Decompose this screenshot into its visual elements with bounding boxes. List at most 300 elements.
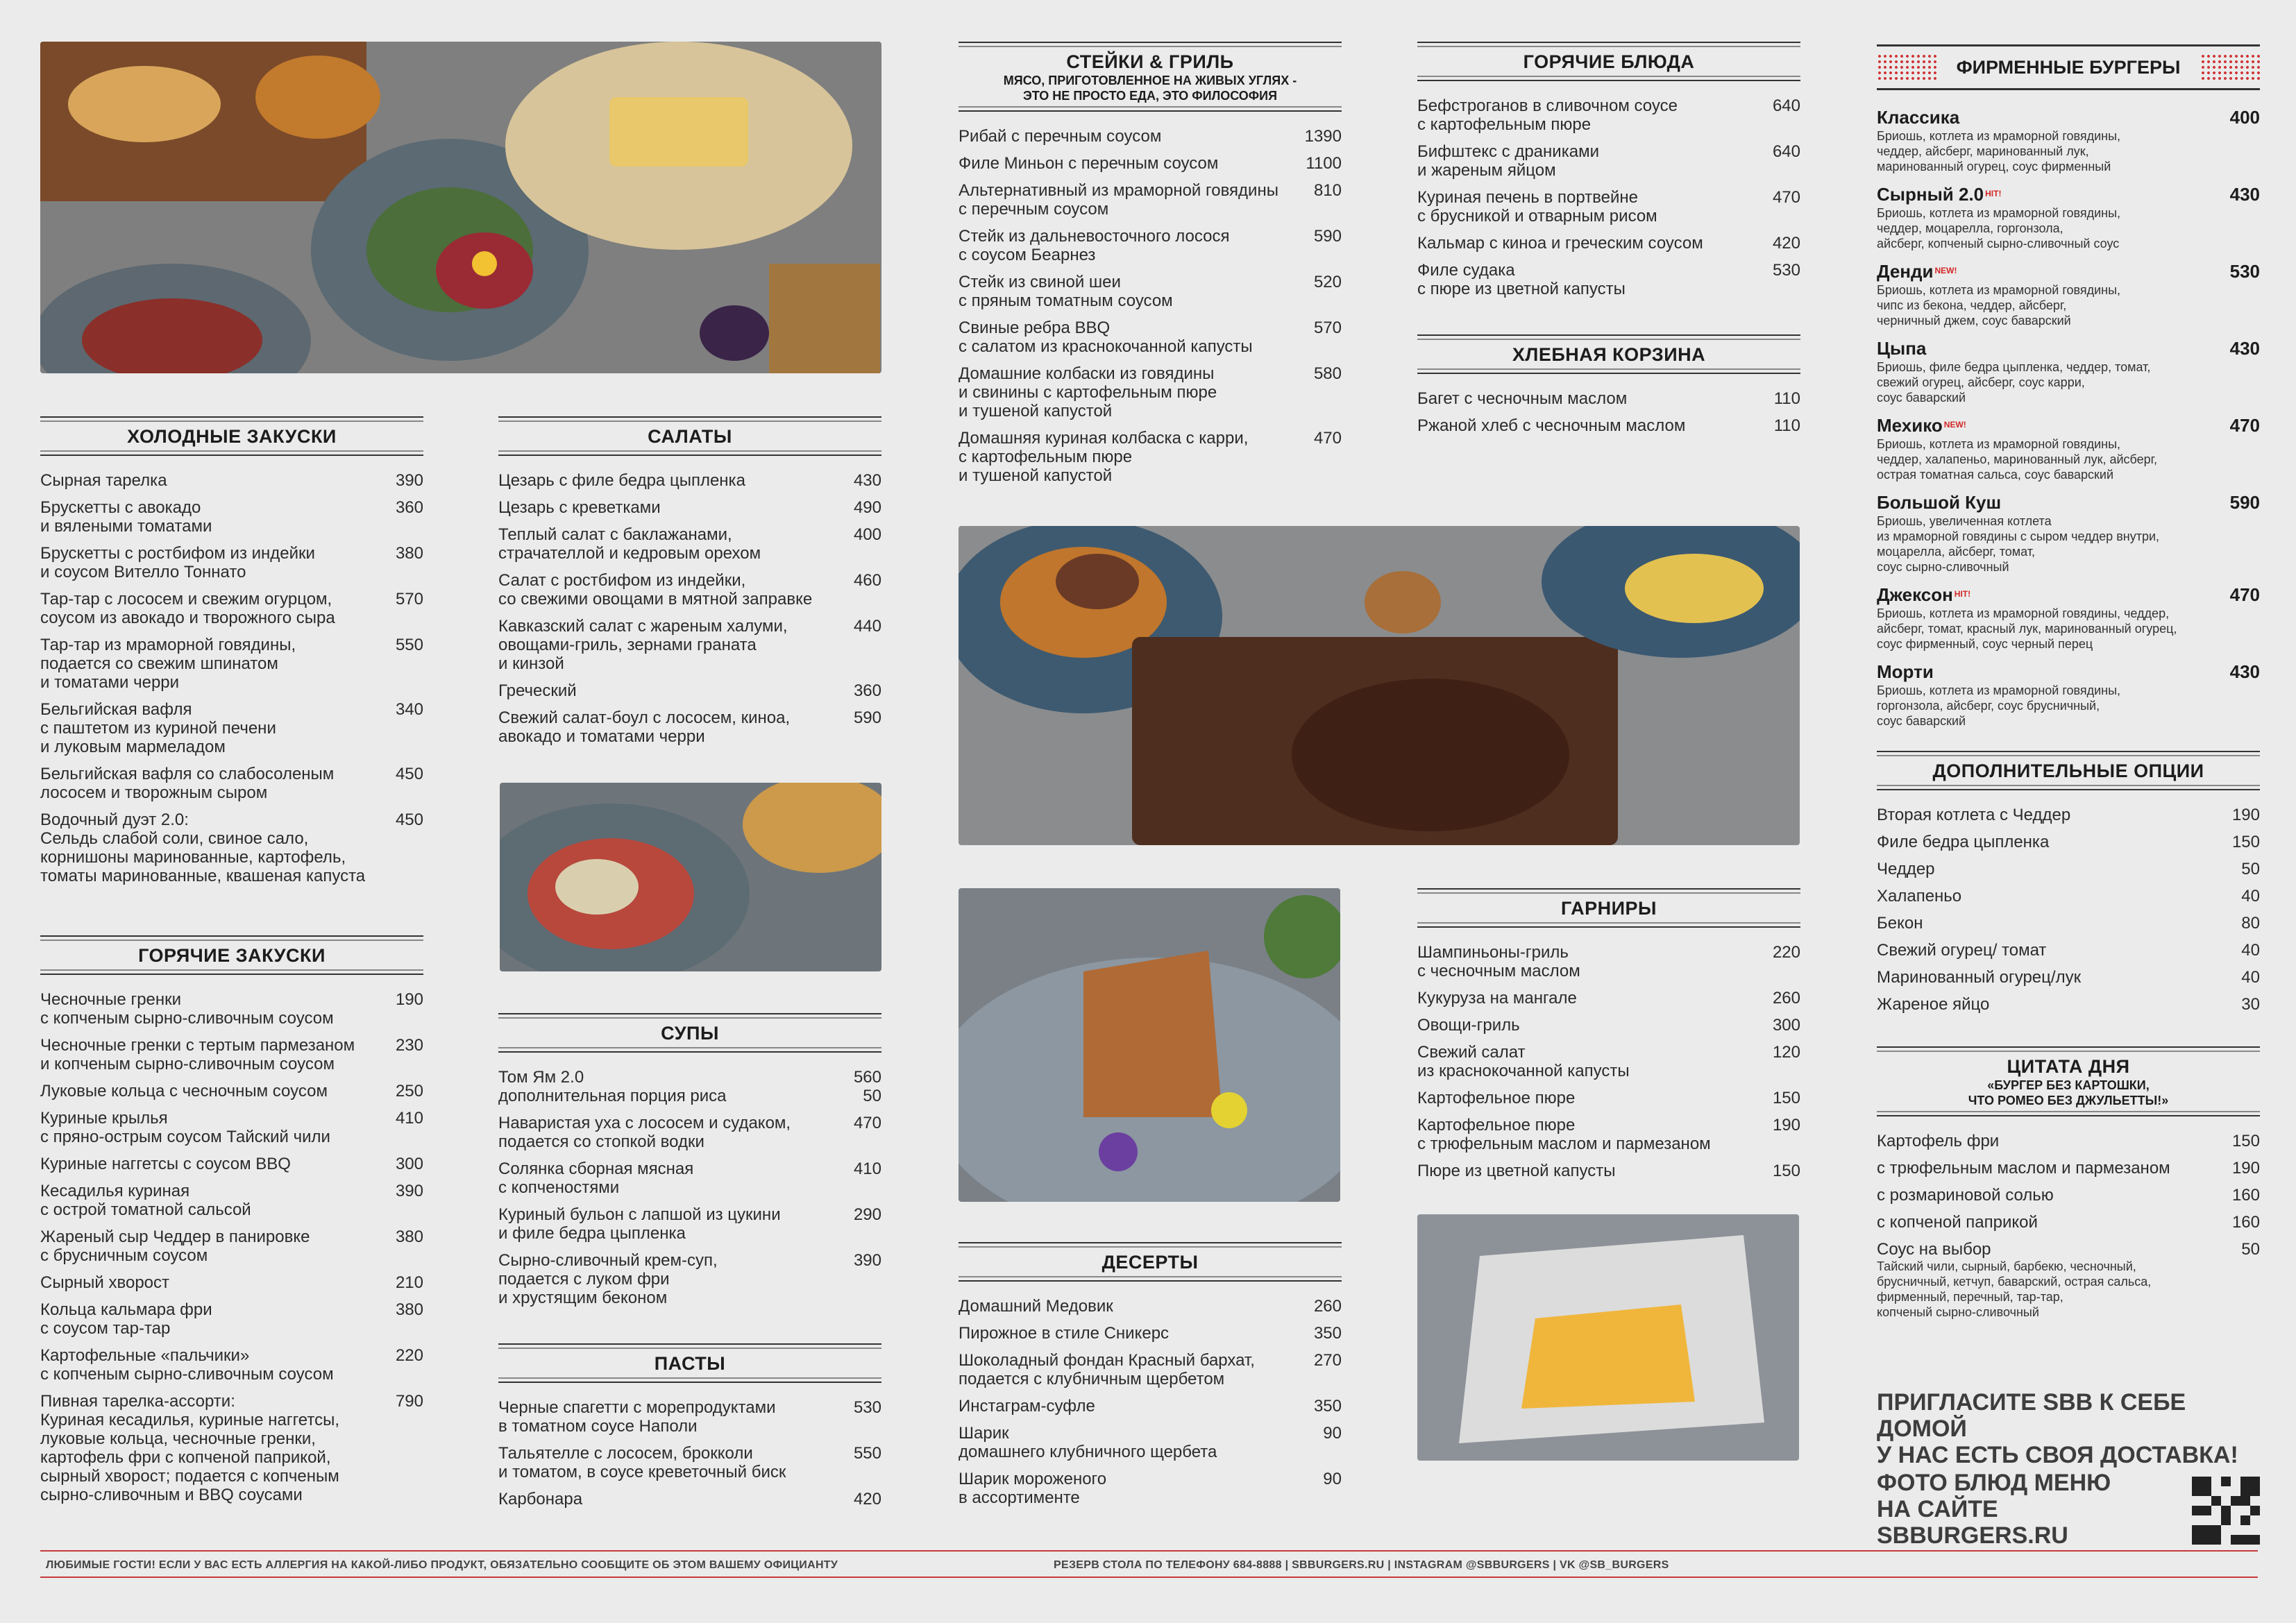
item-name: Картофельное пюре bbox=[1417, 1089, 1576, 1107]
section-title: СУПЫ bbox=[661, 1023, 719, 1044]
menu-item bbox=[1417, 188, 1800, 226]
item-price: 40 bbox=[2241, 968, 2260, 987]
item-price: 420 bbox=[1772, 234, 1800, 253]
allergy-notice: ЛЮБИМЫЕ ГОСТИ! ЕСЛИ У ВАС ЕСТЬ АЛЛЕРГИЯ НА КАКОЙ-ЛИБО ПРОДУКТ, ОБЯЗАТЕЛЬНО СООБЩИТЕ ОБ ЭТОМ ВАШЕМУ ОФИЦИАНТУ bbox=[46, 1559, 838, 1571]
menu-item bbox=[1877, 995, 2260, 1014]
burger-item bbox=[1877, 261, 2260, 328]
item-price: 470 bbox=[853, 1114, 881, 1132]
item-price: 790 bbox=[395, 1392, 423, 1411]
item-name: Водочный дуэт 2.0: Сельдь слабой соли, свиное сало, корнишоны маринованные, картофель, томаты маринованные, квашеная капуста bbox=[40, 810, 366, 885]
item-name: Бельгийская вафля со слабосоленым лососем и творожным сыром bbox=[40, 765, 335, 802]
menu-item bbox=[1877, 1186, 2260, 1205]
item-name: Свежий салат из краснокочанной капусты bbox=[1417, 1043, 1630, 1080]
delivery-promo: ПРИГЛАСИТЕ SBB К СЕБЕ ДОМОЙ У НАС ЕСТЬ СВОЯ ДОСТАВКА! bbox=[1877, 1389, 2238, 1468]
item-price: 400 bbox=[853, 525, 881, 544]
item-price: 530 bbox=[1772, 261, 1800, 280]
item-name: Свиные ребра BBQ с салатом из краснокочанной капусты bbox=[959, 318, 1253, 356]
item-name: Филе бедра цыпленка bbox=[1877, 833, 2050, 851]
item-name: Чесночные гренки с копченым сырно-сливочным соусом bbox=[40, 990, 334, 1028]
photo-appetizers bbox=[40, 42, 881, 373]
desserts-menu-list bbox=[959, 1297, 1342, 1507]
item-price: 640 bbox=[1772, 142, 1800, 161]
item-name: Пирожное в стиле Сникерс bbox=[959, 1324, 1170, 1343]
item-price: 90 bbox=[1323, 1470, 1342, 1488]
item-price: 270 bbox=[1313, 1351, 1342, 1370]
item-price: 190 bbox=[2231, 806, 2260, 824]
item-price: 550 bbox=[395, 636, 423, 654]
burger-price: 430 bbox=[2229, 338, 2260, 359]
item-name: Куриные крылья с пряно-острым соусом Тайский чили bbox=[40, 1109, 330, 1146]
menu-item bbox=[40, 1155, 423, 1173]
menu-item bbox=[1877, 1132, 2260, 1150]
menu-item bbox=[498, 571, 881, 609]
menu-item bbox=[40, 544, 423, 581]
footer-divider bbox=[40, 1550, 2258, 1552]
item-price: 520 bbox=[1313, 273, 1342, 291]
burger-name: Цыпа bbox=[1877, 338, 1927, 359]
menu-item bbox=[1417, 261, 1800, 298]
steaks-menu-list bbox=[959, 127, 1342, 485]
item-name: Цезарь с филе бедра цыпленка bbox=[498, 471, 745, 490]
section-title: ГОРЯЧИЕ ЗАКУСКИ bbox=[138, 945, 326, 966]
item-name: Тар-тар с лососем и свежим огурцом, соусом из авокадо и творожного сыра bbox=[40, 590, 335, 627]
col-steaks bbox=[959, 42, 1342, 493]
item-price: 110 bbox=[1773, 389, 1800, 408]
item-name: Куриный бульон с лапшой из цукини и филе бедра цыпленка bbox=[498, 1205, 781, 1243]
section-title: ДОПОЛНИТЕЛЬНЫЕ ОПЦИИ bbox=[1932, 760, 2204, 781]
menu-item bbox=[40, 1182, 423, 1219]
photo-salad bbox=[500, 783, 881, 971]
bread-menu-list bbox=[1417, 389, 1800, 435]
sauce-description: Тайский чили, сырный, барбекю, чесночный, брусничный, кетчуп, баварский, острая сальса, фирменный, перечный, тар-тар, копченый сырно-сливочный bbox=[1877, 1259, 2152, 1319]
section-title: СТЕЙКИ & ГРИЛЬ bbox=[1066, 51, 1234, 72]
menu-item bbox=[1417, 1116, 1800, 1153]
section-title: ФИРМЕННЫЕ БУРГЕРЫ bbox=[1956, 56, 2181, 78]
item-name: Домашняя куриная колбаска с карри, с картофельным пюре и тушеной капустой bbox=[959, 429, 1249, 485]
col-hot-dishes bbox=[1417, 42, 1800, 307]
burger-item bbox=[1877, 492, 2260, 575]
col-soups bbox=[498, 1013, 881, 1316]
menu-item bbox=[40, 1346, 423, 1384]
item-price: 230 bbox=[395, 1036, 423, 1055]
item-price: 40 bbox=[2241, 941, 2260, 960]
item-price: 450 bbox=[395, 765, 423, 783]
item-name: Шоколадный фондан Красный бархат, подается с клубничным щербетом bbox=[959, 1351, 1255, 1388]
menu-item bbox=[498, 681, 881, 700]
item-name: Кесадилья куриная с острой томатной сальсой bbox=[40, 1182, 251, 1219]
menu-item-sauce bbox=[1877, 1240, 2260, 1259]
item-name: Кукуруза на мангале bbox=[1417, 989, 1577, 1008]
menu-item bbox=[1417, 1162, 1800, 1180]
item-price: 150 bbox=[2231, 833, 2260, 851]
burger-item bbox=[1877, 338, 2260, 405]
burger-name: Классика bbox=[1877, 107, 1960, 128]
item-name: Багет с чесночным маслом bbox=[1417, 389, 1628, 408]
section-subtitle: «БУРГЕР БЕЗ КАРТОШКИ, ЧТО РОМЕО БЕЗ ДЖУЛЬЕТТЫ!» bbox=[1968, 1078, 2169, 1107]
item-name: Сырная тарелка bbox=[40, 471, 167, 490]
item-name: Шарик мороженого в ассортименте bbox=[959, 1470, 1107, 1507]
item-name: с трюфельным маслом и пармезаном bbox=[1877, 1159, 2170, 1178]
col-salads bbox=[498, 416, 881, 754]
col-pasta bbox=[498, 1343, 881, 1517]
item-price: 440 bbox=[853, 617, 881, 636]
item-price: 250 bbox=[395, 1082, 423, 1101]
menu-item bbox=[1417, 96, 1800, 134]
item-name: Филе судака с пюре из цветной капусты bbox=[1417, 261, 1626, 298]
item-price: 150 bbox=[1772, 1162, 1800, 1180]
burger-item bbox=[1877, 107, 2260, 174]
burger-description: Бриошь, увеличенная котлета из мраморной говядины с сыром чеддер внутри, моцарелла, айсберг, томат, соус сырно-сливочный bbox=[1877, 514, 2160, 574]
menu-item bbox=[1417, 1016, 1800, 1035]
burger-name: Денди bbox=[1877, 261, 1934, 282]
item-name: Картофельные «пальчики» с копченым сырно-сливочным соусом bbox=[40, 1346, 334, 1384]
item-name: Ржаной хлеб с чесночным маслом bbox=[1417, 416, 1686, 435]
item-name: Овощи-гриль bbox=[1417, 1016, 1520, 1035]
item-name: Картофель фри bbox=[1877, 1132, 2000, 1150]
pasta-menu-list bbox=[498, 1398, 881, 1509]
item-price: 410 bbox=[853, 1159, 881, 1178]
menu-item bbox=[1417, 142, 1800, 180]
menu-item bbox=[959, 1351, 1342, 1388]
menu-item bbox=[959, 1397, 1342, 1416]
item-name: Бефстроганов в сливочном соусе с картофельным пюре bbox=[1417, 96, 1678, 134]
item-price: 810 bbox=[1313, 181, 1342, 200]
item-name: Филе Миньон с перечным соусом bbox=[959, 154, 1219, 173]
item-name: Греческий bbox=[498, 681, 577, 700]
item-price: 150 bbox=[2231, 1132, 2260, 1150]
menu-item bbox=[498, 1114, 881, 1151]
item-name: Стейк из свиной шеи с пряным томатным соусом bbox=[959, 273, 1173, 310]
col-bread bbox=[1417, 334, 1800, 443]
menu-item bbox=[498, 1251, 881, 1307]
burger-badge: HIT! bbox=[1954, 588, 1971, 599]
hot-snacks-menu-list bbox=[40, 990, 423, 1504]
item-name: Чесночные гренки с тертым пармезаном и копченым сырно-сливочным соусом bbox=[40, 1036, 355, 1073]
section-title: ДЕСЕРТЫ bbox=[1101, 1252, 1199, 1273]
section-header bbox=[1877, 1046, 2260, 1116]
menu-item bbox=[498, 1205, 881, 1243]
burger-item bbox=[1877, 415, 2260, 482]
burger-badge: HIT! bbox=[1985, 188, 2002, 198]
menu-item bbox=[1417, 416, 1800, 435]
section-title: САЛАТЫ bbox=[648, 426, 732, 447]
item-name: Халапеньо bbox=[1877, 887, 1962, 906]
burger-item bbox=[1877, 661, 2260, 729]
item-price: 160 bbox=[2231, 1213, 2260, 1232]
hot-dishes-menu-list bbox=[1417, 96, 1800, 298]
item-name: Сырно-сливочный крем-суп, подается с луком фри и хрустящим беконом bbox=[498, 1251, 718, 1307]
item-name: Солянка сборная мясная с копченостями bbox=[498, 1159, 694, 1197]
item-name: Стейк из дальневосточного лосося с соусом Беарнез bbox=[959, 227, 1230, 264]
item-name: Черные спагетти с морепродуктами в томатном соусе Наполи bbox=[498, 1398, 776, 1436]
item-price: 350 bbox=[1313, 1397, 1342, 1416]
item-name: с копченой паприкой bbox=[1877, 1213, 2038, 1232]
col-quote bbox=[1877, 1046, 2260, 1320]
menu-item bbox=[1417, 1043, 1800, 1080]
item-price: 350 bbox=[1313, 1324, 1342, 1343]
menu-item bbox=[40, 990, 423, 1028]
section-header bbox=[40, 416, 423, 456]
website-promo: ФОТО БЛЮД МЕНЮ НА САЙТЕ SBBURGERS.RU bbox=[1877, 1470, 2111, 1549]
item-price: 190 bbox=[395, 990, 423, 1009]
burger-price: 430 bbox=[2229, 184, 2260, 205]
item-price: 360 bbox=[395, 498, 423, 517]
item-price: 150 bbox=[1772, 1089, 1800, 1107]
section-header bbox=[498, 1013, 881, 1053]
item-name: Инстаграм-суфле bbox=[959, 1397, 1095, 1416]
item-price: 50 bbox=[2241, 1240, 2260, 1259]
item-price: 420 bbox=[853, 1490, 881, 1509]
item-name: Брускетты с ростбифом из индейки и соусом Вителло Тоннато bbox=[40, 544, 315, 581]
item-price: 190 bbox=[1772, 1116, 1800, 1135]
menu-item bbox=[1877, 887, 2260, 906]
menu-item bbox=[959, 1470, 1342, 1507]
menu-item bbox=[40, 1300, 423, 1338]
menu-item bbox=[498, 1068, 881, 1105]
section-header bbox=[1417, 334, 1800, 374]
col-hot-snacks bbox=[40, 935, 423, 1513]
menu-item bbox=[959, 1424, 1342, 1461]
burger-name: Мехико bbox=[1877, 415, 1943, 436]
item-price: 570 bbox=[1313, 318, 1342, 337]
item-name: Шарик домашнего клубничного щербета bbox=[959, 1424, 1217, 1461]
burger-description: Бриошь, котлета из мраморной говядины, чеддер, моцарелла, горгонзола, айсберг, копченый сырно-сливочный соус bbox=[1877, 206, 2121, 250]
menu-item bbox=[1877, 833, 2260, 851]
menu-item bbox=[498, 1398, 881, 1436]
item-name: Пивная тарелка-ассорти: Куриная кесадилья, куриные наггетсы, луковые кольца, чесночные гренки, картофель фри с копченой паприкой, сырный хворост; подается с копченым сырно-сливочным и BBQ соусами bbox=[40, 1392, 339, 1504]
menu-item bbox=[959, 181, 1342, 219]
item-name: Свежий салат-боул с лососем, киноа, авокадо и томатами черри bbox=[498, 708, 791, 746]
burger-description: Бриошь, котлета из мраморной говядины, чеддер, айсберг, маринованный лук, маринованный огурец, соус фирменный bbox=[1877, 129, 2121, 173]
item-price: 190 bbox=[2231, 1159, 2260, 1178]
item-price: 380 bbox=[395, 1227, 423, 1246]
item-name: Кавказский салат с жареным халуми, овощами-гриль, зернами граната и кинзой bbox=[498, 617, 788, 673]
item-price: 390 bbox=[853, 1251, 881, 1270]
burger-description: Бриошь, филе бедра цыпленка, чеддер, томат, свежий огурец, айсберг, соус карри, соус баварский bbox=[1877, 360, 2151, 405]
contacts-line: РЕЗЕРВ СТОЛА ПО ТЕЛЕФОНУ 684-8888 | SBBURGERS.RU | INSTAGRAM @SBBURGERS | VK @SB_BURGERS bbox=[1054, 1559, 1669, 1571]
item-price: 470 bbox=[1313, 429, 1342, 448]
menu-item bbox=[1877, 860, 2260, 878]
menu-item bbox=[959, 364, 1342, 420]
item-price: 220 bbox=[1772, 943, 1800, 962]
menu-item bbox=[1417, 989, 1800, 1008]
burger-price: 530 bbox=[2229, 261, 2260, 282]
item-name: Чеддер bbox=[1877, 860, 1935, 878]
menu-item bbox=[1877, 968, 2260, 987]
section-title: ЦИТАТА ДНЯ bbox=[2007, 1056, 2130, 1077]
burger-price: 400 bbox=[2229, 107, 2260, 128]
item-name: Сырный хворост bbox=[40, 1273, 170, 1292]
section-title: ХЛЕБНАЯ КОРЗИНА bbox=[1512, 344, 1706, 365]
item-name: Пюре из цветной капусты bbox=[1417, 1162, 1616, 1180]
item-name: Домашний Медовик bbox=[959, 1297, 1113, 1316]
item-price: 300 bbox=[395, 1155, 423, 1173]
item-name: Куриная печень в портвейне с брусникой и отварным рисом bbox=[1417, 188, 1657, 226]
item-price: 90 bbox=[1323, 1424, 1342, 1443]
item-name: Луковые кольца с чесночным соусом bbox=[40, 1082, 328, 1101]
section-title: ГАРНИРЫ bbox=[1561, 898, 1657, 919]
burger-price: 430 bbox=[2229, 661, 2260, 682]
burger-badge: NEW! bbox=[1943, 419, 1966, 430]
item-price: 380 bbox=[395, 1300, 423, 1319]
item-name: Карбонара bbox=[498, 1490, 583, 1509]
item-price: 340 bbox=[395, 700, 423, 719]
item-name: Жареный сыр Чеддер в панировке с брусничным соусом bbox=[40, 1227, 310, 1265]
section-title: ХОЛОДНЫЕ ЗАКУСКИ bbox=[127, 426, 337, 447]
menu-item bbox=[959, 154, 1342, 173]
menu-item bbox=[1417, 389, 1800, 408]
burger-description: Бриошь, котлета из мраморной говядины, чипс из бекона, чеддер, айсберг, черничный джем, соус баварский bbox=[1877, 283, 2121, 328]
item-price: 50 bbox=[2241, 860, 2260, 878]
menu-item bbox=[959, 318, 1342, 356]
menu-item bbox=[40, 700, 423, 756]
menu-item bbox=[959, 227, 1342, 264]
item-price: 640 bbox=[1772, 96, 1800, 115]
item-name: Кольца кальмара фри с соусом тар-тар bbox=[40, 1300, 212, 1338]
item-price: 530 bbox=[853, 1398, 881, 1417]
item-name: Цезарь с креветками bbox=[498, 498, 661, 517]
item-name: Бекон bbox=[1877, 914, 1923, 933]
item-price: 360 bbox=[853, 681, 881, 700]
item-name: Соус на выбор bbox=[1877, 1240, 1991, 1259]
burger-price: 590 bbox=[2229, 492, 2260, 513]
salads-menu-list bbox=[498, 471, 881, 746]
dots-decoration-icon bbox=[2200, 53, 2260, 81]
item-price: 410 bbox=[395, 1109, 423, 1128]
menu-item bbox=[40, 590, 423, 627]
soups-menu-list bbox=[498, 1068, 881, 1307]
menu-item bbox=[1417, 943, 1800, 980]
menu-item bbox=[40, 471, 423, 490]
item-name: Салат с ростбифом из индейки, со свежими овощами в мятной заправке bbox=[498, 571, 813, 609]
item-price: 160 bbox=[2231, 1186, 2260, 1205]
menu-item bbox=[959, 273, 1342, 310]
menu-item bbox=[498, 471, 881, 490]
item-price: 220 bbox=[395, 1346, 423, 1365]
burger-item bbox=[1877, 584, 2260, 652]
menu-item bbox=[959, 1297, 1342, 1316]
photo-dessert bbox=[959, 888, 1340, 1202]
menu-item bbox=[498, 708, 881, 746]
item-price: 30 bbox=[2241, 995, 2260, 1014]
section-header bbox=[1417, 888, 1800, 928]
menu-item bbox=[40, 498, 423, 536]
burger-description: Бриошь, котлета из мраморной говядины, чеддер, айсберг, томат, красный лук, маринованный огурец, соус фирменный, соус черный перец bbox=[1877, 606, 2177, 651]
item-price: 1100 bbox=[1306, 154, 1342, 173]
item-price: 390 bbox=[395, 1182, 423, 1200]
dots-decoration-icon bbox=[1877, 53, 1936, 81]
menu-item bbox=[40, 1082, 423, 1101]
burger-price: 470 bbox=[2229, 584, 2260, 605]
item-name: Свежий огурец/ томат bbox=[1877, 941, 2047, 960]
item-price: 260 bbox=[1772, 989, 1800, 1008]
menu-item bbox=[498, 1490, 881, 1509]
item-price: 570 bbox=[395, 590, 423, 609]
menu-item bbox=[498, 525, 881, 563]
col-extras bbox=[1877, 751, 2260, 1022]
item-name: с розмариновой солью bbox=[1877, 1186, 2054, 1205]
item-name: Маринованный огурец/лук bbox=[1877, 968, 2082, 987]
menu-item bbox=[40, 1227, 423, 1265]
menu-item bbox=[498, 617, 881, 673]
menu-item bbox=[40, 1109, 423, 1146]
menu-item bbox=[1417, 1089, 1800, 1107]
menu-item bbox=[1877, 1213, 2260, 1232]
item-price: 430 bbox=[853, 471, 881, 490]
extras-menu-list bbox=[1877, 806, 2260, 1014]
item-price: 210 bbox=[395, 1273, 423, 1292]
item-price: 490 bbox=[853, 498, 881, 517]
item-price: 290 bbox=[853, 1205, 881, 1224]
item-name: Картофельное пюре с трюфельным маслом и пармезаном bbox=[1417, 1116, 1711, 1153]
item-price: 40 bbox=[2241, 887, 2260, 906]
qr-code-icon[interactable] bbox=[2192, 1477, 2260, 1545]
item-name: Рибай с перечным соусом bbox=[959, 127, 1162, 146]
section-title: ПАСТЫ bbox=[654, 1353, 726, 1374]
item-name: Теплый салат с баклажанами, страчателлой и кедровым орехом bbox=[498, 525, 761, 563]
menu-item bbox=[1877, 1159, 2260, 1178]
item-name: Шампиньоны-гриль с чесночным маслом bbox=[1417, 943, 1580, 980]
burgers-header bbox=[1877, 44, 2260, 90]
item-price: 590 bbox=[853, 708, 881, 727]
item-name: Том Ям 2.0 дополнительная порция риса bbox=[498, 1068, 727, 1105]
col-cold-snacks bbox=[40, 416, 423, 894]
item-price: 110 bbox=[1773, 416, 1800, 435]
burger-badge: NEW! bbox=[1934, 265, 1957, 275]
item-name: Альтернативный из мраморной говядины с перечным соусом bbox=[959, 181, 1278, 219]
item-price: 450 bbox=[395, 810, 423, 829]
item-price: 550 bbox=[853, 1444, 881, 1463]
section-title: ГОРЯЧИЕ БЛЮДА bbox=[1523, 51, 1695, 72]
item-name: Брускетты с авокадо и вялеными томатами bbox=[40, 498, 212, 536]
item-price: 460 bbox=[853, 571, 881, 590]
item-name: Жареное яйцо bbox=[1877, 995, 1990, 1014]
menu-item bbox=[40, 1392, 423, 1504]
footer-divider bbox=[40, 1577, 2258, 1578]
photo-fries bbox=[1417, 1214, 1799, 1461]
section-header bbox=[40, 935, 423, 975]
item-name: Бельгийская вафля с паштетом из куриной печени и луковым мармеладом bbox=[40, 700, 276, 756]
burger-name: Джексон bbox=[1877, 584, 1953, 605]
menu-item bbox=[959, 429, 1342, 485]
burgers-menu-list bbox=[1877, 107, 2260, 729]
menu-item bbox=[40, 1036, 423, 1073]
item-price: 470 bbox=[1772, 188, 1800, 207]
item-price: 260 bbox=[1313, 1297, 1342, 1316]
item-price: 560 50 bbox=[853, 1068, 881, 1105]
burger-name: Большой Куш bbox=[1877, 492, 2002, 513]
menu-item bbox=[498, 1444, 881, 1481]
menu-item bbox=[1417, 234, 1800, 253]
item-name: Тальятелле с лососем, брокколи и томатом, в соусе креветочный биск bbox=[498, 1444, 786, 1481]
item-name: Кальмар с киноа и греческим соусом bbox=[1417, 234, 1703, 253]
section-header bbox=[498, 416, 881, 456]
item-name: Вторая котлета с Чеддер bbox=[1877, 806, 2071, 824]
item-name: Наваристая уха с лососем и судаком, подается со стопкой водки bbox=[498, 1114, 791, 1151]
menu-item bbox=[498, 1159, 881, 1197]
menu-item bbox=[1877, 941, 2260, 960]
item-price: 390 bbox=[395, 471, 423, 490]
item-name: Тар-тар из мраморной говядины, подается со свежим шпинатом и томатами черри bbox=[40, 636, 296, 692]
item-price: 80 bbox=[2241, 914, 2260, 933]
item-price: 300 bbox=[1772, 1016, 1800, 1035]
cold-menu-list bbox=[40, 471, 423, 885]
col-desserts bbox=[959, 1242, 1342, 1515]
menu-item bbox=[40, 810, 423, 885]
item-price: 380 bbox=[395, 544, 423, 563]
section-header bbox=[1417, 42, 1800, 81]
burger-description: Бриошь, котлета из мраморной говядины, горгонзола, айсберг, соус брусничный, соус баварский bbox=[1877, 683, 2121, 728]
